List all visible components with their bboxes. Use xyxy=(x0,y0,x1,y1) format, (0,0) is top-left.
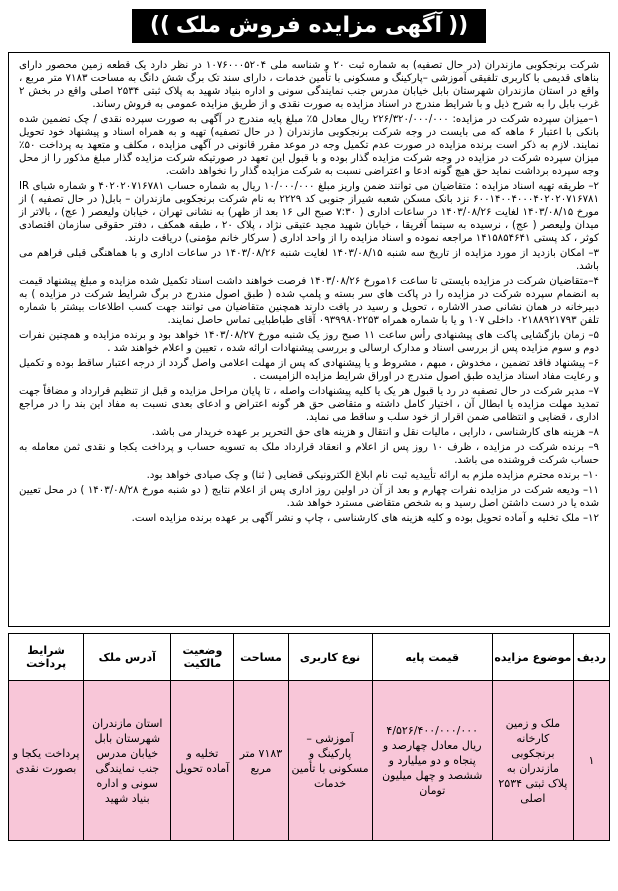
clause-4-submission: ۴–متقاضیان شرکت در مزایده بایستی تا ساعت ۱۶مورخ ۱۴۰۳/۰۸/۲۶ فرصت خواهند داشت اسناد تکمیل شده مزایده و مبلغ پیشنهاد قیمت به انضمام سپرده شرکت در مزایده را در پاکت های سر بسته و پلمپ شده ( طبق اصول مندرج در برگ شرایط شرکت در مزایده ) به دبیرخانه در همان نشانی صدر الاشاره ، تحویل و رسید در یافت دارند همچنین متقاضیان می توانند جهت کسب اطلاعات بیشتر با شماره تلفن ۰۲۱۸۸۹۲۱۷۹۳ داخلی ۱۰۷ و یا با شماره همراه ۰۹۳۹۹۸۰۲۲۵۳ آقای طباطبایی تماس حاصل نمایند. xyxy=(19,276,599,326)
header-payment: شرایط پرداخت xyxy=(9,634,84,681)
clause-2-documents: ۲– طریقه تهیه اسناد مزایده : متقاضیان می توانند ضمن واریز مبلغ ۱۰/۰۰۰/۰۰۰ ریال به شماره حساب ۴۰۲۰۲۰۷۱۶۷۸۱ و شماره شبای IR ۶۰۰۱۴۰۰۴۰۰۰۴۰۲۰۲۰۷۱۶۷۸۱ نزد بانک مسکن شعبه شیراز جنوبی کد ۲۲۲۹ به نام شرکت برنجکوبی مازندران – بابل( در حال تصفیه ) از مورخ ۱۴۰۳/۰۸/۱۵ لغایت ۱۴۰۳/۰۸/۲۶ در ساعات اداری ( ۷:۳۰ صبح الی ۱۶ بعد از ظهر) به نشانی تهران ، خیابان ولیعصر ( عج) ، بالاتر از میدان ولیعصر ( عج) ، نرسیده به سینما آفریقا ، خیابان شهید مجید عتیقی نژاد ، پلاک ۲۰ ، طبقه همکف ، دفتر حقوقی سازمان اقتصادی کوثر ، کد پستی ۱۴۱۵۸۵۴۶۴۱ مراجعه نموده و اسناد مزایده را از واحد اداری ( سرکار خانم مؤمنی) دریافت دارند. xyxy=(19,181,599,244)
clause-7-authority: ۷– مدیر شرکت در حال تصفیه در رد یا قبول هر یک یا کلیه پیشنهادات واصله ، تا پایان مراحل مزایده و قبل از تنظیم قرارداد و مضافاً جهت تمدید مهلت مزایده یا ابطال آن ، اختیار کامل داشته و متقاضی حق هر گونه اعتراض و ادعای بعدی نسبت به مفاد این بند را در مراجع اداری ، قضایی و انتظامی ضمن اقرار از خود سلب و ساقط می نماید. xyxy=(19,386,599,423)
header-address: آدرس ملک xyxy=(84,634,171,681)
clause-6-invalid-bids: ۶– پیشنهاد فاقد تضمین ، مخدوش ، مبهم ، مشروط و یا پیشنهادی که پس از مهلت اعلامی واصل گردد از درجه اعتبار ساقط بوده و تکمیل و رعایت مفاد اسناد مزایده طبق اصول مندرج در اوراق شرایط مزایده الزامیست . xyxy=(19,358,599,382)
clause-9-payment: ۹– برنده شرکت در مزایده ، ظرف ۱۰ روز پس از اعلام و انعقاد قرارداد ملک به تسویه حساب و پرداخت یکجا و نقدی ثمن معامله به حساب شرکت فروشنده می باشد. xyxy=(19,442,599,466)
cell-row-number: ۱ xyxy=(573,681,609,841)
table-row xyxy=(9,681,610,841)
intro-paragraph: شرکت برنجکوبی مازندران (در حال تصفیه) به شماره ثبت ۲۰ و شناسه ملی ۱۰۷۶۰۰۰۵۲۰۴ در نظر دارد یک قطعه زمین محصور دارای بناهای قدیمی با کاربری تلفیقی آموزشی –پارکینگ و مسکونی با تأمین خدمات ، دارای سند تک برگ شش دانگ به مساحت ۷۱۸۳ متر مربع ، واقع در استان مازندران شهرستان بابل خیابان مدرس جنب نمایندگی سونی و اداره بنیاد شهید به پلاک ثبتی ۲۵۳۴ اصلی واقع در بخش ۲ غرب بابل را به شرح ذیل و با شرایط مندرج در اسناد مزایده به صورت نقدی و از طریق مزایده عمومی به فروش رساند. xyxy=(19,60,600,110)
header-area: مساحت xyxy=(234,634,288,681)
clause-12-delivery: ۱۲– ملک تخلیه و آماده تحویل بوده و کلیه هزینه های کارشناسی ، چاپ و نشر آگهی بر عهده برنده مزایده است. xyxy=(131,513,599,524)
auction-table-wrap xyxy=(8,633,610,841)
cell-price: ۴/۵۲۶/۴۰۰/۰۰۰/۰۰۰ ریال معادل چهارصد و پنجاه و دو میلیارد و ششصد و چهل میلیون تومان xyxy=(372,681,492,841)
clause-11-refund: ۱۱– ودیعه شرکت در مزایده نفرات چهارم و بعد از آن در اولین روز اداری پس از اعلام نتایج ( دو شنبه مورخ ۱۴۰۳/۰۸/۲۸ ) در محل تعیین شده یا در دست داشتن اصل رسید و به شخص متقاضی مسترد خواهد شد. xyxy=(19,485,599,509)
cell-subject: ملک و زمین کارخانه برنجکوبی مازندران به پلاک ثبتی ۲۵۳۴ اصلی xyxy=(492,681,573,841)
header-row-number: ردیف xyxy=(573,634,609,681)
clause-3-visit: ۳– امکان بازدید از مورد مزایده از تاریخ سه شنبه ۱۴۰۳/۰۸/۱۵ لغایت شنبه ۱۴۰۳/۰۸/۲۶ در ساعات اداری و با هماهنگی قبلی فراهم می باشد. xyxy=(19,248,600,272)
clause-5-opening: ۵– زمان بازگشایی پاکت های پیشنهادی رأس ساعت ۱۱ صبح روز یک شنبه مورخ ۱۴۰۳/۰۸/۲۷ خواهد بود و برنده مزایده و همچنین نفرات دوم و سوم مزایده پس از بررسی اسناد و مدارک ارسالی و بررسی پیشنهادات ارائه شده ، تعیین و اعلام خواهند شد . xyxy=(19,330,599,354)
ad-title-banner xyxy=(132,9,486,43)
title-close-paren: )) xyxy=(149,13,170,38)
header-subject: موضوع مزایده xyxy=(492,634,573,681)
cell-area: ۷۱۸۳ متر مربع xyxy=(234,681,288,841)
header-ownership: وضعیت مالکیت xyxy=(171,634,234,681)
cell-ownership: تخلیه و آماده تحویل xyxy=(171,681,234,841)
title-open-paren: (( xyxy=(448,13,469,38)
ad-header xyxy=(8,6,610,46)
header-use: نوع کاربری xyxy=(288,634,372,681)
ad-body xyxy=(8,52,610,627)
clause-8-costs: ۸– هزینه های کارشناسی ، دارایی ، مالیات نقل و انتقال و هزینه های حق التحریر بر عهده خریدار می باشد. xyxy=(151,427,599,438)
header-price: قیمت پایه xyxy=(372,634,492,681)
ad-title: آگهی مزایده فروش ملک xyxy=(175,13,443,38)
cell-payment: پرداخت یکجا و بصورت نقدی xyxy=(9,681,84,841)
cell-address: استان مازندران شهرستان بابل خیابان مدرس جنب نمایندگی سونی و اداره بنیاد شهید xyxy=(84,681,171,841)
table-header-row xyxy=(9,634,610,681)
auction-table xyxy=(8,633,610,841)
clause-10-registration: ۱۰– برنده محترم مزایده ملزم به ارائه تأییدیه ثبت نام ابلاغ الکترونیکی قضایی ( ثنا) و چک صیادی خواهد بود. xyxy=(146,470,599,481)
cell-use: آموزشی –پارکینگ و مسکونی با تأمین خدمات xyxy=(288,681,372,841)
clause-1-deposit: ۱–میزان سپرده شرکت در مزایده: ۲۲۶/۳۲۰/۰۰۰/۰۰۰ ریال معادل ۵٪ مبلغ پایه مندرج در آگهی به صورت سپرده نقدی / چک تضمین شده بانکی با اعتبار ۶ ماهه که می بایست در وجه شرکت برنجکوبی مازندران ( در حال تصفیه) تهیه و به همراه اسناد و پیشنهاد خود تحویل نمایند. لازم به ذکر است برنده مزایده در صورت عدم تکمیل وجه در موعد مقرر قانونی در آگهی مزایده ، مکلف و متعهد به پرداخت ۵۰٪ میزان سپرده شرکت در مزایده در وجه شرکت مزایده گذار بوده و با قبول این تعهد در صورتیکه شرکت مزایده گذار مبلغ مذکور را از محل وجه سپرده برداشت نماید حق هیچ گونه ادعا و اعتراضی نسبت به شرکت مزایده گذار را نخواهد داشت. xyxy=(19,114,599,177)
